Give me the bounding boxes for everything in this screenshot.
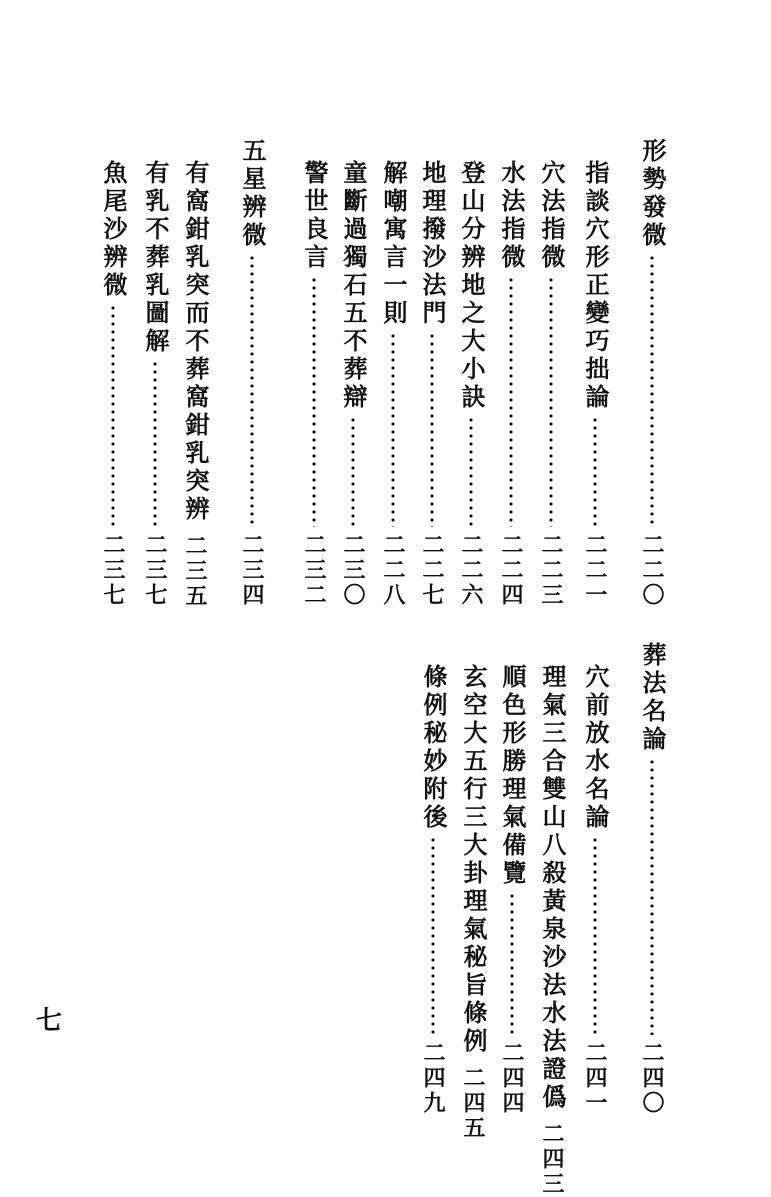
toc-entry — [378, 160, 408, 608]
toc-entry — [237, 138, 267, 608]
entry-page: 二三四 — [239, 533, 265, 608]
entry-page: 二三二 — [301, 533, 327, 608]
dot-leader — [469, 416, 473, 527]
toc-entry — [580, 664, 610, 1116]
entry-page: 二三五 — [182, 534, 208, 609]
dot-leader — [510, 892, 514, 1035]
entry-page: 二二六 — [458, 533, 484, 608]
toc-entry — [180, 160, 210, 608]
entry-page: 二四〇 — [639, 1041, 665, 1116]
toc-entry — [458, 664, 488, 1141]
toc-entry — [580, 160, 610, 608]
entry-title: 條例秘妙附後 — [419, 664, 448, 832]
dot-leader — [111, 304, 115, 527]
toc-entry — [98, 160, 128, 608]
entry-page: 二四五 — [460, 1066, 486, 1141]
dot-leader — [650, 758, 654, 1035]
entry-title: 五星辨微 — [238, 138, 267, 250]
page-number: 七 — [36, 1006, 63, 1036]
entry-title: 形勢發微 — [638, 138, 667, 250]
entry-page: 二四九 — [420, 1041, 446, 1116]
dot-leader — [153, 360, 157, 527]
dot-leader — [509, 276, 513, 527]
entry-page: 二二八 — [380, 533, 406, 608]
entry-page: 二二〇 — [639, 533, 665, 608]
dot-leader — [351, 416, 355, 527]
toc-entry — [637, 138, 667, 608]
entry-page: 二二三 — [538, 533, 564, 608]
entry-page: 二二一 — [582, 533, 608, 608]
toc-entry — [140, 160, 170, 608]
dot-leader — [650, 254, 654, 527]
dot-leader — [593, 416, 597, 527]
entry-title: 水法指微 — [497, 160, 526, 272]
dot-leader — [430, 332, 434, 527]
toc-entry — [536, 160, 566, 608]
dot-leader — [431, 836, 435, 1035]
entry-title: 玄空大五行三大卦理氣秘旨條例 — [459, 664, 488, 1056]
toc-entry — [338, 160, 368, 608]
entry-page: 二四三 — [539, 1122, 565, 1197]
dot-leader — [391, 332, 395, 527]
entry-title: 童斷過獨石五不葬辯 — [339, 160, 368, 412]
entry-title: 有窩鉗乳突而不葬窩鉗乳突辨 — [181, 160, 210, 524]
entry-title: 魚尾沙辨微 — [99, 160, 128, 300]
entry-title: 登山分辨地之大小訣 — [457, 160, 486, 412]
toc-entry — [417, 160, 447, 608]
toc-entry — [456, 160, 486, 608]
dot-leader — [549, 276, 553, 527]
dot-leader — [312, 276, 316, 527]
entry-title: 指談穴形正變巧拙論 — [581, 160, 610, 412]
entry-page: 二三七 — [100, 533, 126, 608]
toc-entry — [497, 664, 527, 1116]
toc-entry — [637, 642, 667, 1116]
entry-title: 地理撥沙法門 — [418, 160, 447, 328]
entry-page: 二三七 — [142, 533, 168, 608]
entry-page: 二三〇 — [340, 533, 366, 608]
entry-title: 有乳不葬乳圖解 — [141, 160, 170, 356]
entry-page: 二四四 — [499, 1041, 525, 1116]
entry-title: 穴法指微 — [537, 160, 566, 272]
dot-leader — [593, 836, 597, 1035]
entry-title: 穴前放水名論 — [581, 664, 610, 832]
entry-title: 警世良言 — [300, 160, 329, 272]
toc-entry — [496, 160, 526, 608]
toc-entry — [537, 664, 567, 1197]
entry-title: 解嘲寓言一則 — [379, 160, 408, 328]
entry-title: 順色形勝理氣備覽 — [498, 664, 527, 888]
entry-page: 二二四 — [498, 533, 524, 608]
entry-title: 葬法名論 — [638, 642, 667, 754]
entry-title: 理氣三合雙山八殺黃泉沙法水法證僞 — [538, 664, 567, 1112]
entry-page: 二二七 — [419, 533, 445, 608]
dot-leader — [250, 254, 254, 527]
toc-entry — [418, 664, 448, 1116]
entry-page: 二四一 — [582, 1041, 608, 1116]
toc-entry — [299, 160, 329, 608]
